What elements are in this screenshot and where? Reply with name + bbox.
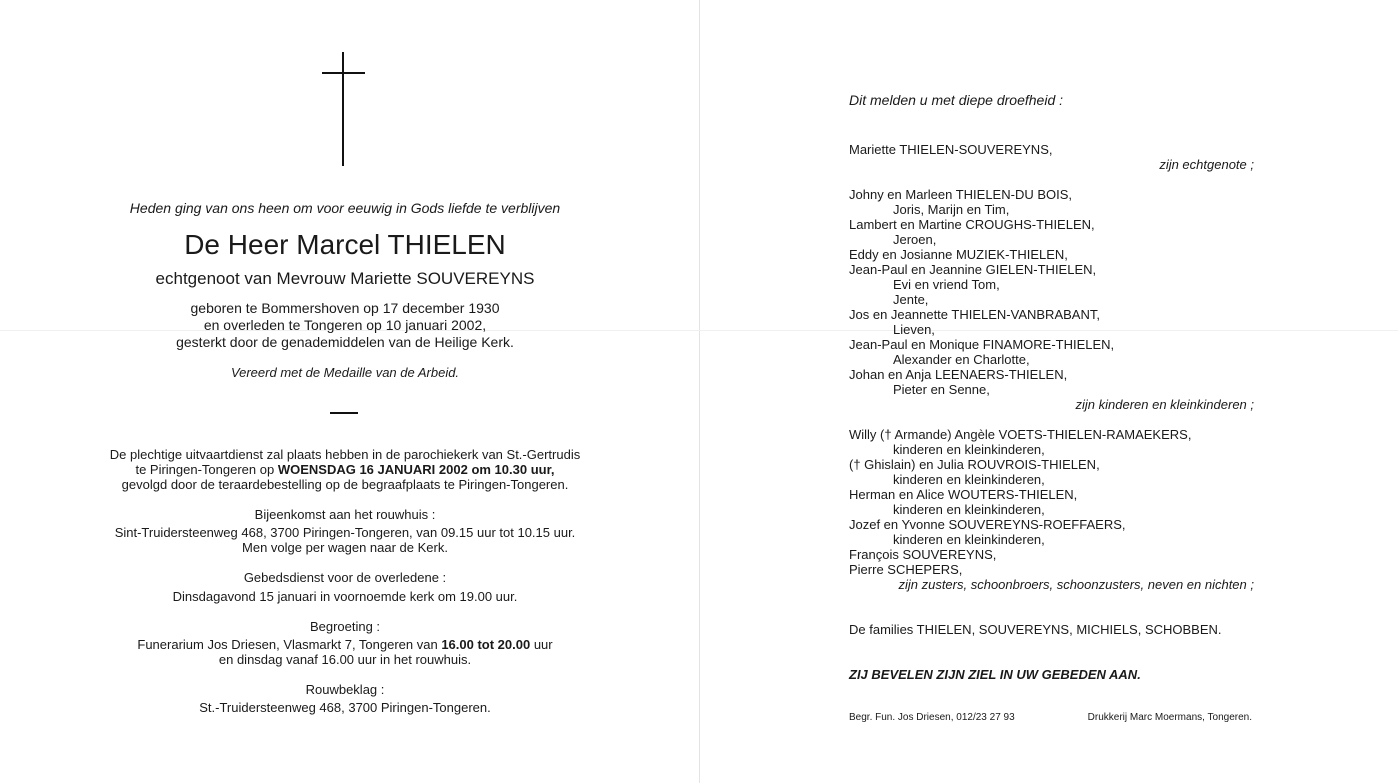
list-item: Joris, Marijn en Tim, <box>893 202 1010 217</box>
condolence-address: St.-Truidersteenweg 468, 3700 Piringen-Tongeren. <box>199 700 491 715</box>
list-item: Lieven, <box>893 322 935 337</box>
spouse-line: echtgenoot van Mevrouw Mariette SOUVEREYNS <box>155 269 535 288</box>
cross-icon <box>342 52 344 166</box>
service-place: te Piringen-Tongeren op <box>135 462 278 477</box>
list-item: Jente, <box>893 292 929 307</box>
gathering-title: Bijeenkomst aan het rouwhuis : <box>254 507 436 522</box>
list-item: Lambert en Martine CROUGHS-THIELEN, <box>849 217 1095 232</box>
list-item: Jean-Paul en Monique FINAMORE-THIELEN, <box>849 337 1115 352</box>
siblings-role: zijn zusters, schoonbroers, schoonzusters, neven en nichten ; <box>898 577 1254 592</box>
list-item: kinderen en kleinkinderen, <box>893 472 1045 487</box>
greeting-unit: uur <box>530 637 553 652</box>
deceased-name: De Heer Marcel THIELEN <box>184 229 506 260</box>
list-item: Pierre SCHEPERS, <box>849 562 963 577</box>
list-item: Johny en Marleen THIELEN-DU BOIS, <box>849 187 1073 202</box>
prayer-title: Gebedsdienst voor de overledene : <box>243 570 447 585</box>
list-item: Johan en Anja LEENAERS-THIELEN, <box>849 367 1068 382</box>
greeting-place: Funerarium Jos Driesen, Vlasmarkt 7, Tongeren van <box>137 637 442 652</box>
spouse-name: Mariette THIELEN-SOUVEREYNS, <box>849 142 1053 157</box>
service-line-2 <box>0 462 690 477</box>
list-item: Alexander en Charlotte, <box>893 352 1030 367</box>
list-item: Herman en Alice WOUTERS-THIELEN, <box>849 487 1078 502</box>
birth-line: geboren te Bommershoven op 17 december 1930 <box>190 300 500 316</box>
left-page <box>0 0 690 783</box>
list-item: Willy († Armande) Angèle VOETS-THIELEN-RAMAEKERS, <box>849 427 1192 442</box>
service-line-3: gevolgd door de teraardebestelling op de begraafplaats te Piringen-Tongeren. <box>121 477 569 492</box>
children-role: zijn kinderen en kleinkinderen ; <box>1075 397 1254 412</box>
honour-line: Vereerd met de Medaille van de Arbeid. <box>230 365 460 380</box>
greeting-title: Begroeting : <box>309 619 381 634</box>
greeting-hours: 16.00 tot 20.00 <box>441 637 531 652</box>
families-line: De families THIELEN, SOUVEREYNS, MICHIELS, SCHOBBEN. <box>849 622 1222 637</box>
service-line-1: De plechtige uitvaartdienst zal plaats hebben in de parochiekerk van St.-Gertrudis <box>109 447 581 462</box>
sacraments-line: gesterkt door de genademiddelen van de Heilige Kerk. <box>176 334 514 350</box>
list-item: François SOUVEREYNS, <box>849 547 997 562</box>
prayer-text: Dinsdagavond 15 januari in voornoemde kerk om 19.00 uur. <box>172 589 518 604</box>
condolence-title: Rouwbeklag : <box>305 682 385 697</box>
list-item: Jozef en Yvonne SOUVEREYNS-ROEFFAERS, <box>849 517 1126 532</box>
list-item: Jeroen, <box>893 232 937 247</box>
gathering-note: Men volge per wagen naar de Kerk. <box>242 540 448 555</box>
list-item: Pieter en Senne, <box>893 382 990 397</box>
list-item: Eddy en Josianne MUZIEK-THIELEN, <box>849 247 1068 262</box>
service-date: WOENSDAG 16 JANUARI 2002 om 10.30 uur, <box>277 462 555 477</box>
list-item: Evi en vriend Tom, <box>893 277 1000 292</box>
list-item: kinderen en kleinkinderen, <box>893 442 1045 457</box>
list-item: († Ghislain) en Julia ROUVROIS-THIELEN, <box>849 457 1100 472</box>
greeting-text-2: en dinsdag vanaf 16.00 uur in het rouwhuis. <box>218 652 472 667</box>
footer-funeral-home: Begr. Fun. Jos Driesen, 012/23 27 93 <box>849 712 1015 723</box>
list-item: Jean-Paul en Jeannine GIELEN-THIELEN, <box>849 262 1097 277</box>
spouse-role: zijn echtgenote ; <box>1159 157 1254 172</box>
announcement-heading: Dit melden u met diepe droefheid : <box>849 92 1064 108</box>
list-item: Jos en Jeannette THIELEN-VANBRABANT, <box>849 307 1100 322</box>
gathering-address: Sint-Truidersteenweg 468, 3700 Piringen-Tongeren, van 09.15 uur tot 10.15 uur. <box>114 525 576 540</box>
separator-dash <box>330 412 358 414</box>
cross-icon-bar <box>322 72 365 74</box>
list-item: kinderen en kleinkinderen, <box>893 502 1045 517</box>
greeting-text <box>0 637 690 652</box>
page-fold <box>699 0 700 783</box>
list-item: kinderen en kleinkinderen, <box>893 532 1045 547</box>
death-line: en overleden te Tongeren op 10 januari 2002, <box>203 317 487 333</box>
intro-text: Heden ging van ons heen om voor eeuwig in Gods liefde te verblijven <box>129 200 561 216</box>
footer-printer: Drukkerij Marc Moermans, Tongeren. <box>1087 712 1252 723</box>
closing-line: ZIJ BEVELEN ZIJN ZIEL IN UW GEBEDEN AAN. <box>849 667 1141 682</box>
